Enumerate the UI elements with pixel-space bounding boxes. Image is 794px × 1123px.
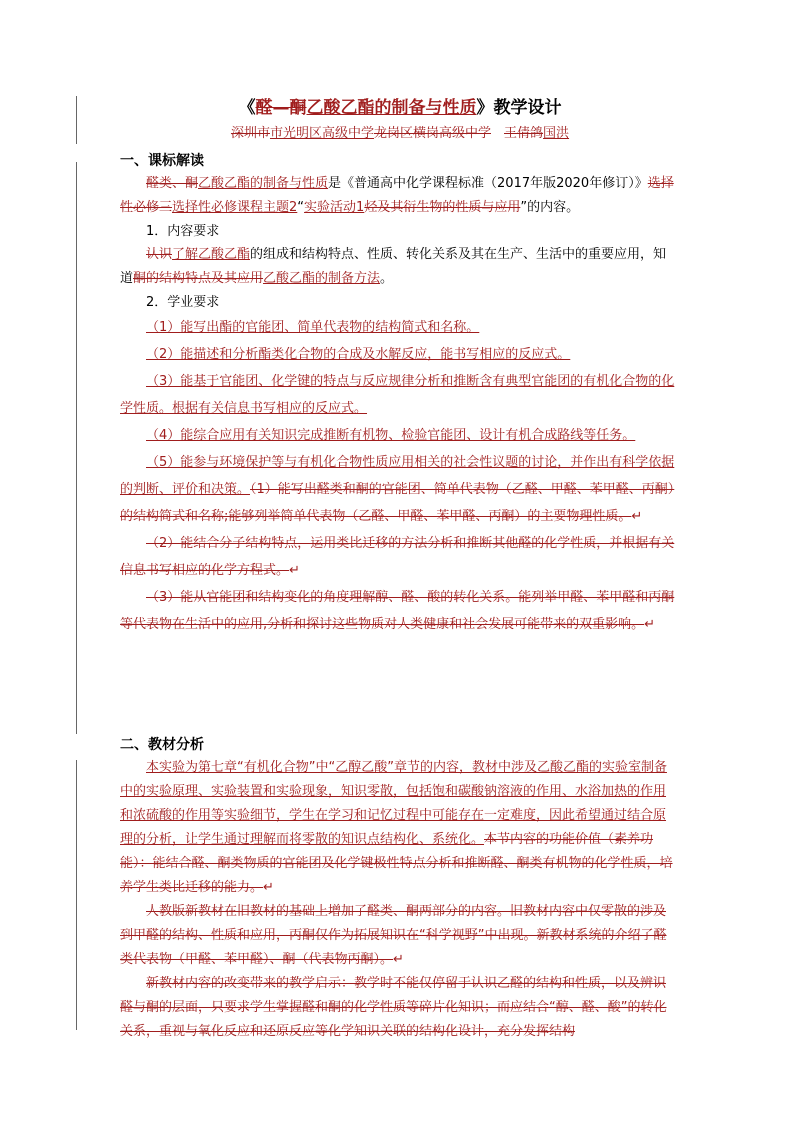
analysis-paragraph: 新教材内容的改变带来的教学启示：教学时不能仅停留于认识乙醛的结构和性质，以及辨识醛与酮的层面，只要求学生掌握醛和酮的化学性质等碎片化知识；而应结合“醇、醛、酸”的转化关系，重视与氧化反应和还原反应等化学知识关联的结构化设计，充分发挥结构 [120, 976, 667, 1039]
revision-bar [76, 96, 77, 144]
author-line: 深圳市市光明区高级中学龙岗区横岗高级中学 王倩鸽国洪 [230, 126, 570, 141]
subheading-content-requirements: 1．内容要求 [146, 224, 220, 239]
document-title: 《醛—酮乙酸乙酯的制备与性质》教学设计 [238, 98, 562, 118]
academic-item: （4）能综合应用有关知识完成推断有机物、检验官能团、设计有机合成路线等任务。 [146, 428, 636, 443]
academic-item: （5）能参与环境保护等与有机化合物性质应用相关的社会性议题的讨论，并作出有科学依据的判断、评价和决策。（1）能写出醛类和酮的官能团、简单代表物（乙醛、甲醛、苯甲醛、丙酮）的结构简式和名称;能够列举简单代表物（乙醛、甲醛、苯甲醛、丙酮）的主要物理性质。↵ [120, 455, 675, 524]
section-heading: 一、课标解读 [120, 153, 204, 169]
analysis-paragraph: 本实验为第七章“有机化合物”中“乙醇乙酸”章节的内容，教材中涉及乙酸乙酯的实验室制备中的实验原理、实验装置和实验现象，知识零散，包括饱和碳酸钠溶液的作用、水浴加热的作用和浓硫酸的作用等实验细节，学生在学习和记忆过程中可能存在一定难度，因此希望通过结合原理的分析，让学生通过理解而将零散的知识点结构化、系统化。本节内容的功能价值（素养功能）：能结合醛、酮类物质的官能团及化学键极性特点分析和推断醛、酮类有机物的化学性质，培养学生类比迁移的能力。↵ [120, 760, 673, 895]
deleted-item: （2）能结合分子结构特点，运用类比迁移的方法分析和推断其他醛的化学性质，并根据有关信息书写相应的化学方程式。↵ [120, 536, 675, 578]
academic-item: （3）能基于官能团、化学键的特点与反应规律分析和推断含有典型官能团的有机化合物的化学性质。根据有关信息书写相应的反应式。 [120, 374, 675, 416]
academic-item: （2）能描述和分析酯类化合物的合成及水解反应，能书写相应的反应式。 [146, 347, 571, 362]
academic-item: （1）能写出酯的官能团、简单代表物的结构简式和名称。 [146, 320, 480, 335]
section-textbook-analysis [120, 734, 678, 1044]
revision-bar [76, 162, 77, 734]
revision-bar [76, 760, 77, 1030]
curriculum-intro: 醛类、酮乙酸乙酯的制备与性质是《普通高中化学课程标准（2017年版2020年修订）》选择性必修三选择性必修课程主题2“实验活动1烃及其衍生物的性质与应用”的内容。 [120, 176, 674, 215]
content-requirements: 认识了解乙酸乙酯的组成和结构特点、性质、转化关系及其在生产、生活中的重要应用，知道酮的结构特点及其应用乙酸乙酯的制备方法。 [120, 247, 667, 286]
section-curriculum [120, 150, 678, 638]
analysis-paragraph: 人教版新教材在旧教材的基础上增加了醛类、酮两部分的内容。旧教材内容中仅零散的涉及到甲醛的结构、性质和应用，丙酮仅作为拓展知识在“科学视野”中出现。新教材系统的介绍了醛类代表物（甲醛、苯甲醛）、酮（代表物丙酮）。↵ [120, 904, 667, 967]
deleted-item: （3）能从官能团和结构变化的角度理解醇、醛、酸的转化关系。能列举甲醛、苯甲醛和丙酮等代表物在生活中的应用,分析和探讨这些物质对人类健康和社会发展可能带来的双重影响。↵ [120, 590, 675, 632]
subheading-academic-requirements: 2．学业要求 [146, 295, 220, 310]
section-heading: 二、教材分析 [120, 737, 204, 753]
